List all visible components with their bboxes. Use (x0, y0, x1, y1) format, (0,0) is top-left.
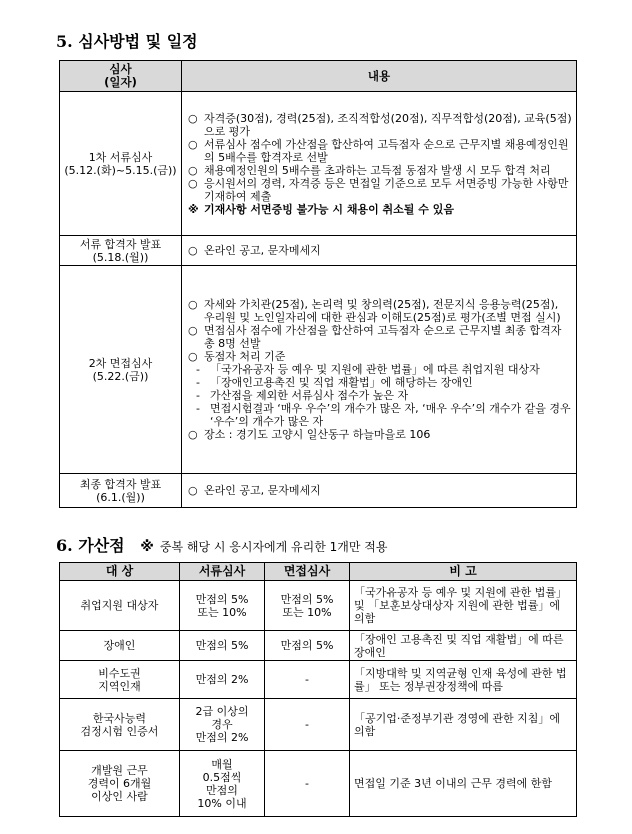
remark-cell: 면접일 기준 3년 이내의 근무 경력에 한함 (350, 751, 577, 817)
list-item: ○ 면접심사 점수에 가산점을 합산하여 고득점자 순으로 근무지별 최종 합격자 총 8명 선발 (188, 324, 562, 350)
remark-cell: 「공기업·준정부기관 경영에 관한 지침」에 의함 (350, 699, 577, 751)
document-cell: 2급 이상의 경우 만점의 2% (180, 699, 265, 751)
document-cell: 만점의 5% (180, 631, 265, 661)
dash-bullet-icon: - (196, 389, 200, 402)
target-cell: 취업지원 대상자 (60, 581, 180, 631)
circle-bullet-icon: ○ (188, 324, 198, 337)
content-cell (182, 474, 577, 508)
dash-bullet-icon: - (196, 376, 200, 389)
content-cell (182, 236, 577, 266)
table-header-row (60, 61, 577, 92)
remark-cell: 「장애인 고용촉진 및 직업 재활법」에 따른 장애인 (350, 631, 577, 661)
stage-date: (6.1.(월)) (96, 490, 145, 504)
circle-bullet-icon: ○ (188, 484, 198, 497)
target-cell: 장애인 (60, 631, 180, 661)
table-row (60, 699, 577, 751)
content-cell (182, 92, 577, 236)
dash-bullet-icon: - (196, 363, 200, 376)
section-6-note: ※ 중복 해당 시 응시자에게 유리한 1개만 적용 (140, 539, 388, 555)
document-cell: 만점의 2% (180, 661, 265, 699)
header-stage-line1: 심사 (109, 62, 132, 76)
target-cell: 개발원 근무 경력이 6개월 이상인 사람 (60, 751, 180, 817)
header-stage-line2: (일자) (104, 75, 137, 89)
target-cell: 한국사능력 검정시험 인증서 (60, 699, 180, 751)
sub-list-item: - 「국가유공자 등 예우 및 지원에 관한 법률」에 따른 취업지원 대상자 (196, 363, 540, 376)
reference-mark-icon: ※ (140, 539, 154, 555)
list-item: ○ 서류심사 점수에 가산점을 합산하여 고득점자 순으로 근무지별 채용예정인원의 5배수를 합격자로 선발 (188, 137, 569, 164)
section-5-title (56, 29, 198, 52)
section-6-title (56, 533, 387, 556)
table-row (60, 581, 577, 631)
interview-cell: - (265, 661, 350, 699)
header-content: 내용 (182, 61, 577, 92)
circle-bullet-icon: ○ (188, 428, 198, 441)
stage-cell (60, 266, 182, 474)
notice-item: ※ 기재사항 서면증빙 불가능 시 채용이 취소될 수 있음 (188, 202, 454, 216)
stage-name: 최종 합격자 발표 (79, 477, 162, 491)
list-item: ○ 자격증(30점), 경력(25점), 조직적합성(20점), 직무적합성(20점), 교육(5점)으로 평가 (188, 111, 572, 138)
header-interview-review: 면접심사 (265, 563, 350, 581)
sub-list-item: - 면접시험결과 ‘매우 우수’의 개수가 많은 자, ‘매우 우수’의 개수가 같을 경우 ‘우수’의 개수가 많은 자 (196, 402, 571, 428)
stage-cell (60, 92, 182, 236)
stage-name: 서류 합격자 발표 (79, 237, 162, 251)
remark-cell: 「지방대학 및 지역균형 인재 육성에 관한 법률」 또는 정부권장정책에 따름 (350, 661, 577, 699)
list-item: ○ 채용예정인원의 5배수를 초과하는 고득점 동점자 발생 시 모두 합격 처리 (188, 163, 551, 177)
circle-bullet-icon: ○ (188, 350, 198, 363)
stage-cell (60, 236, 182, 266)
list-item: ○ 장소 : 경기도 고양시 일산동구 하늘마을로 106 (188, 428, 431, 441)
circle-bullet-icon: ○ (188, 244, 198, 257)
header-document-review: 서류심사 (180, 563, 265, 581)
review-schedule-table (59, 60, 577, 508)
header-stage (60, 61, 182, 92)
table-row (60, 751, 577, 817)
list-item: ○ 자세와 가치관(25점), 논리력 및 창의력(25점), 전문지식 응용능력(25점), 우리원 및 노인일자리에 대한 관심과 이해도(25점)로 평가(조별 면접 실시) (188, 298, 561, 324)
stage-name: 1차 서류심사 (88, 150, 153, 164)
header-remarks: 비 고 (350, 563, 577, 581)
reference-mark-icon: ※ (188, 202, 199, 216)
stage-date: (5.18.(월)) (92, 250, 149, 264)
list-item: ○ 동점자 처리 기준 (188, 350, 286, 363)
target-cell: 비수도권 지역인재 (60, 661, 180, 699)
section-5-title-text: 5. 심사방법 및 일정 (56, 32, 198, 51)
interview-cell: 만점의 5% 또는 10% (265, 581, 350, 631)
circle-bullet-icon: ○ (188, 298, 198, 311)
stage-date: (5.12.(화)~5.15.(금)) (64, 163, 177, 177)
header-target: 대 상 (60, 563, 180, 581)
table-row (60, 661, 577, 699)
table-header-row (60, 563, 577, 581)
table-row (60, 474, 577, 508)
interview-cell: 만점의 5% (265, 631, 350, 661)
circle-bullet-icon: ○ (188, 176, 198, 190)
circle-bullet-icon: ○ (188, 111, 198, 125)
stage-name: 2차 면접심사 (88, 356, 153, 370)
list-item: ○ 응시원서의 경력, 자격증 등은 면접일 기준으로 모두 서면증빙 가능한 사항만 기재하여 제출 (188, 176, 569, 203)
stage-cell (60, 474, 182, 508)
remark-cell: 「국가유공자 등 예우 및 지원에 관한 법률」 및 「보훈보상대상자 지원에 관한 법률」에 의함 (350, 581, 577, 631)
table-row (60, 92, 577, 236)
document-cell: 만점의 5% 또는 10% (180, 581, 265, 631)
table-row (60, 236, 577, 266)
sub-list-item: - 가산점을 제외한 서류심사 점수가 높은 자 (196, 389, 409, 402)
interview-cell: - (265, 699, 350, 751)
section-6-title-text: 6. 가산점 (56, 536, 125, 555)
stage-date: (5.22.(금)) (92, 369, 149, 383)
content-cell (182, 266, 577, 474)
interview-cell: - (265, 751, 350, 817)
circle-bullet-icon: ○ (188, 163, 198, 177)
sub-list-item: - 「장애인고용촉진 및 직업 재활법」에 해당하는 장애인 (196, 376, 473, 389)
circle-bullet-icon: ○ (188, 137, 198, 151)
bonus-points-table (59, 562, 577, 817)
document-cell: 매월 0.5점씩 만점의 10% 이내 (180, 751, 265, 817)
list-item: ○ 온라인 공고, 문자메세지 (188, 484, 321, 497)
table-row (60, 266, 577, 474)
table-row (60, 631, 577, 661)
dash-bullet-icon: - (196, 402, 200, 415)
list-item: ○ 온라인 공고, 문자메세지 (188, 244, 321, 257)
